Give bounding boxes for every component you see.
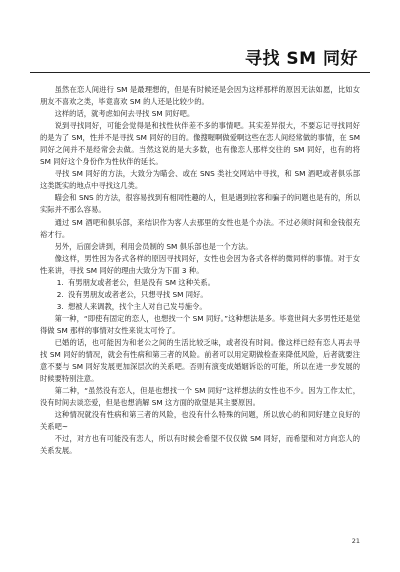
page-header <box>30 44 370 70</box>
paragraph: 第一种，“即使有固定的恋人，也想找一个 SM 同好。”这种想法是多。毕竟世间大多男性还是觉得做 SM 那样的事情对女性来说太可怜了。 <box>40 313 360 335</box>
list-item: 3. 想被人来调教，找个主人对自己发号施令。 <box>66 301 360 313</box>
list-item: 2. 没有男朋友或者老公，只想寻找 SM 同好。 <box>66 289 360 301</box>
page-number: 21 <box>351 537 360 545</box>
paragraph: 像这样，男性因为各式各样的原因寻找同好，女性也会因为各式各样的微同样的事情。对于女性来讲，寻找 SM 同好的理由大致分为下面 3 种。 <box>40 253 360 275</box>
body-text <box>40 84 360 457</box>
paragraph: 另外，后面会讲到，利用会员制的 SM 俱乐部也是一个方法。 <box>54 241 253 251</box>
paragraph: 通过 SM 酒吧和俱乐部，来结识作为客人去那里的女性也是个办法。不过必须时间和金钱很充裕才行。 <box>40 217 360 239</box>
reasons-list <box>40 277 360 313</box>
header-rule <box>30 72 370 73</box>
paragraph: 虽然在恋人间进行 SM 是最理想的，但是有时候还是会因为这样那样的原因无法如愿，比如女朋友不喜欢之类，毕竟喜欢 SM 的人还是比较少的。 <box>40 85 360 107</box>
paragraph: 第二种，“虽然没有恋人，但是也想找一个 SM 同好”这样想法的女性也不少。因为工作太忙，没有时间去谈恋爱，但是也想消解 SM 这方面的欲望是其主要原因。 <box>40 386 360 408</box>
paragraph: 瞄会和 SNS 的方法，很容易找到有相同性趣的人，但是遇到拉客和骗子的问题也是有的，所以实际并不那么容易。 <box>40 193 360 215</box>
paragraph: 说到寻找同好，可能会觉得是和找性伙伴差不多的事情吧。其实差异很大，不要忘记寻找同好的是为了 SM，性并不是寻找 SM 同好的目的。像搜喔啊做爱啊这些在恋人间经常做的事情，在 SM 同好之间并不是经常会去做。当然这说的是大多数，也有像恋人那样交往的 SM 同好，也有的将 SM 同好这个身份作为性伙伴的延长。 <box>40 121 360 167</box>
paragraph: 寻找 SM 同好的方法，大致分为瞄会、或在 SNS 类社交网站中寻找，和 SM 酒吧或者俱乐部这类既实的地点中寻找这几类。 <box>40 169 360 191</box>
list-item: 1. 有男朋友或者老公，但是没有 SM 这种关系。 <box>66 277 360 289</box>
paragraph: 这种情况就没有性病和第三者的风险，也没有什么特殊的问题，所以放心的和同好建立良好的关系吧~ <box>40 410 360 432</box>
paragraph: 不过，对方也有可能没有恋人，所以有时候会希望不仅仅做 SM 同好，而希望和对方向恋人的关系发展。 <box>40 434 360 456</box>
paragraph: 已婚的话，也可能因为和老公之间的生活比较乏味，或者没有时间。像这样已经有恋人再去寻找 SM 同好的情况，就会有性病和第三者的风险。前者可以用定期做检查来降低风险，后者就要注意不要与 SM 同好发展更加深层次的关系吧。否则有演变成婚姻诉讼的可能，所以在进一步发展的时候要特别注意。 <box>40 337 360 384</box>
paragraph: 这样的话，就考虑如何去寻找 SM 同好吧。 <box>54 109 195 119</box>
page-title: 寻找 SM 同好 <box>245 49 358 69</box>
